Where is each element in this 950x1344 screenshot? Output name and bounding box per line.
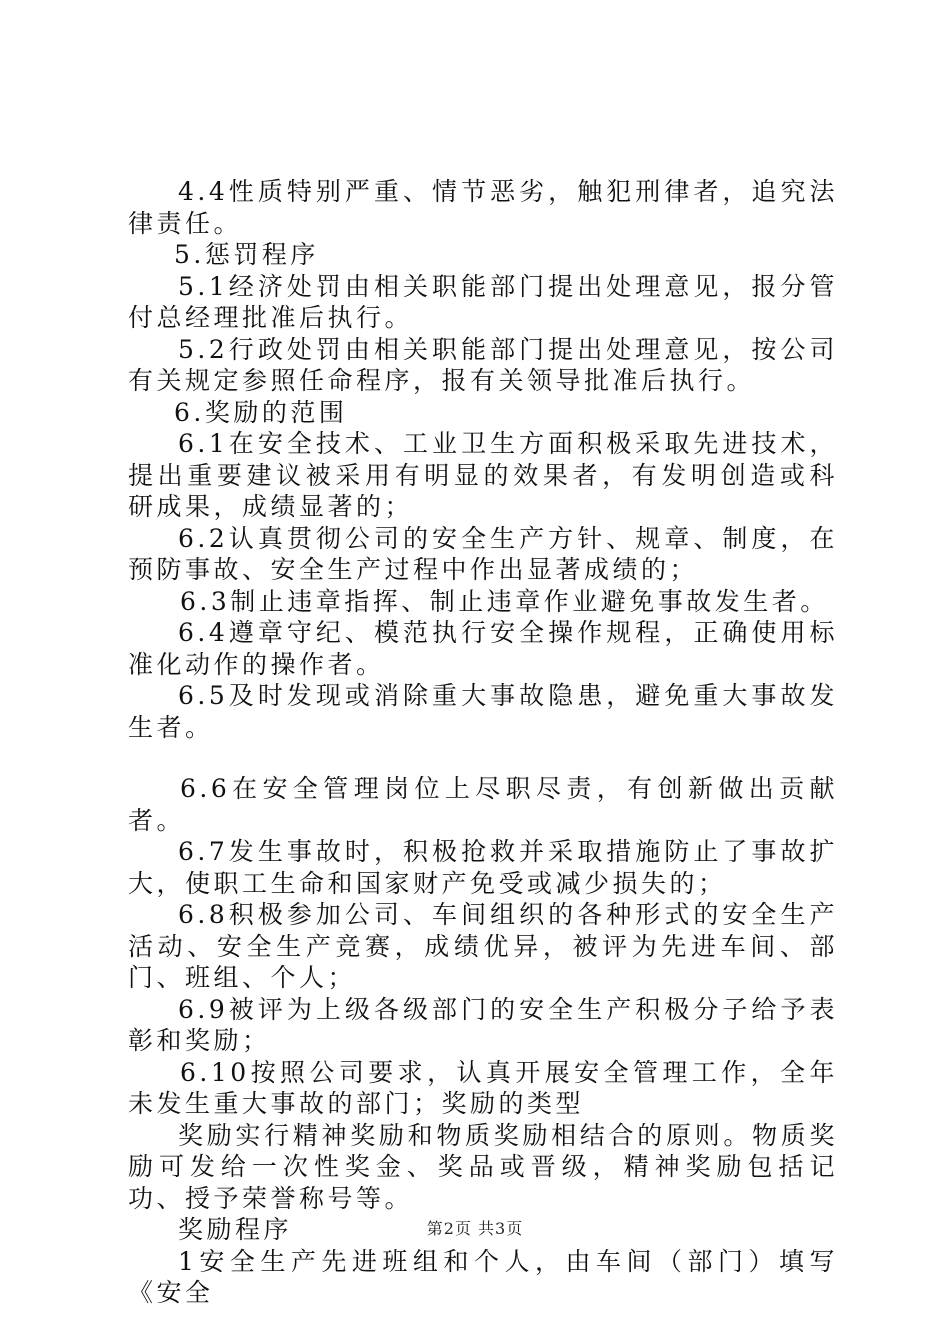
paragraph-6-1: 6.1在安全技术、工业卫生方面积极采取先进技术，提出重要建议被采用有明显的效果者，有发明创造或科研成果，成绩显著的； [128, 429, 838, 521]
page-number-footer: 第2页 共3页 [426, 1219, 524, 1238]
paragraph-5-1: 5.1经济处罚由相关职能部门提出处理意见，报分管付总经理批准后执行。 [128, 271, 838, 332]
paragraph-6-4: 6.4遵章守纪、模范执行安全操作规程，正确使用标准化动作的操作者。 [128, 618, 838, 679]
paragraph-6-10: 6.10按照公司要求，认真开展安全管理工作，全年未发生重大事故的部门；奖励的类型 [128, 1057, 838, 1118]
document-body [128, 176, 838, 1309]
heading-5-penalty-procedure: 5.惩罚程序 [174, 240, 319, 269]
paragraph-6-9: 6.9被评为上级各级部门的安全生产积极分子给予表彰和奖励； [128, 994, 838, 1055]
paragraph-4-4: 4.4性质特别严重、情节恶劣，触犯刑律者，追究法律责任。 [128, 177, 838, 238]
heading-6-reward-scope: 6.奖励的范围 [174, 397, 348, 427]
paragraph-6-7: 6.7发生事故时，积极抢救并采取措施防止了事故扩大，使职工生命和国家财产免受或减少损失的； [128, 837, 838, 898]
paragraph-6-8: 6.8积极参加公司、车间组织的各种形式的安全生产活动、安全生产竞赛，成绩优异，被评为先进车间、部门、班组、个人； [128, 900, 838, 992]
paragraph-6-3: 6.3制止违章指挥、制止违章作业避免事故发生者。 [180, 586, 829, 616]
paragraph-reward-types: 奖励实行精神奖励和物质奖励相结合的原则。物质奖励可发给一次性奖金、奖品或晋级，精神奖励包括记功、授予荣誉称号等。 [128, 1120, 838, 1213]
paragraph-6-6: 6.6在安全管理岗位上尽职尽责，有创新做出贡献者。 [128, 774, 838, 835]
heading-reward-procedure: 奖励程序 [178, 1215, 293, 1244]
paragraph-procedure-1: 1安全生产先进班组和个人，由车间（部门）填写《安全 [128, 1246, 838, 1307]
paragraph-6-2: 6.2认真贯彻公司的安全生产方针、规章、制度，在预防事故、安全生产过程中作出显著成绩的； [128, 523, 838, 584]
paragraph-5-2: 5.2行政处罚由相关职能部门提出处理意见，按公司有关规定参照任命程序，报有关领导批准后执行。 [128, 334, 838, 395]
paragraph-6-5: 6.5及时发现或消除重大事故隐患，避免重大事故发生者。 [128, 681, 838, 742]
